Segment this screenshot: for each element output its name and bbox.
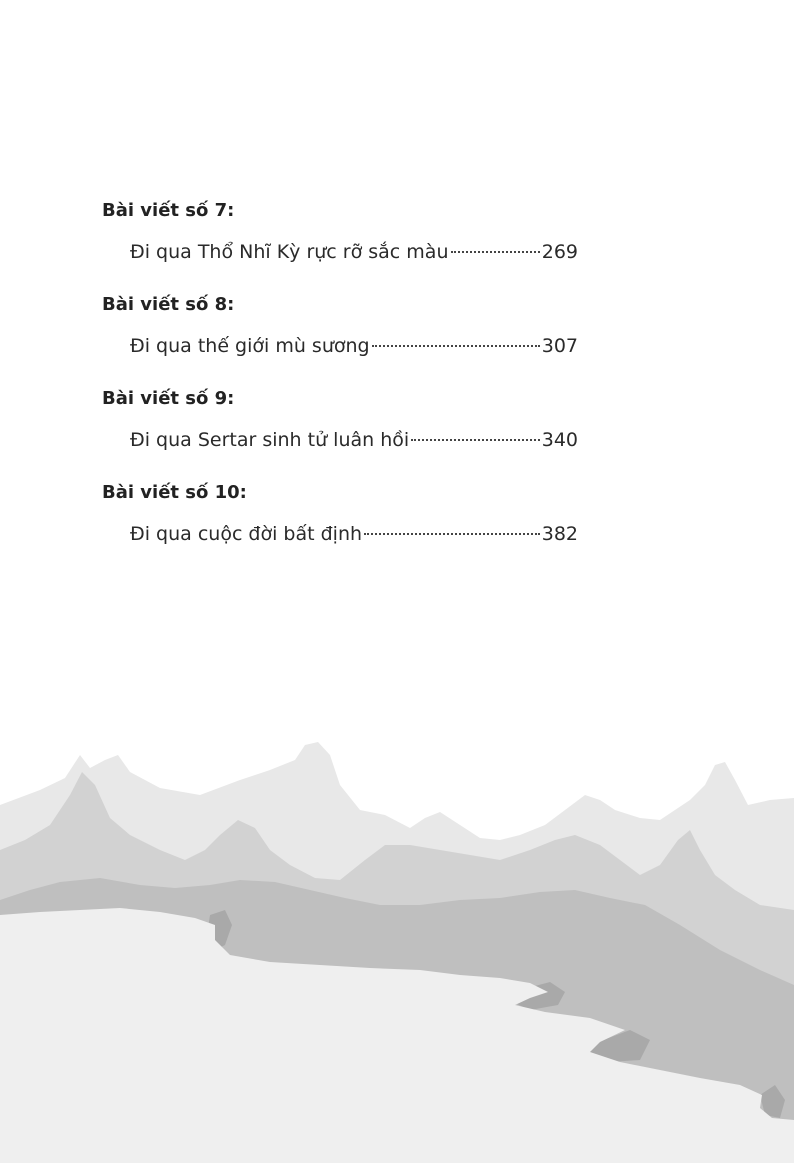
toc-section-10 (102, 479, 578, 549)
toc-entry[interactable] (130, 425, 578, 455)
page-number: 307 (541, 335, 578, 357)
entry-title: Đi qua cuộc đời bất định (130, 523, 363, 545)
section-heading: Bài viết số 10: (102, 482, 247, 503)
page-number: 269 (541, 241, 578, 263)
dot-leader (364, 532, 540, 535)
entry-title: Đi qua Thổ Nhĩ Kỳ rực rỡ sắc màu (130, 241, 449, 263)
toc-entry[interactable] (130, 519, 578, 549)
section-heading: Bài viết số 8: (102, 294, 235, 315)
toc-section-7 (102, 197, 578, 267)
dot-leader (451, 250, 540, 253)
table-of-contents (102, 197, 578, 573)
dot-leader (411, 438, 540, 441)
mountain-landscape-icon (0, 700, 794, 1163)
toc-section-9 (102, 385, 578, 455)
page-number: 340 (541, 429, 578, 451)
toc-entry[interactable] (130, 237, 578, 267)
toc-entry[interactable] (130, 331, 578, 361)
entry-title: Đi qua thế giới mù sương (130, 335, 370, 357)
section-heading: Bài viết số 7: (102, 200, 235, 221)
dot-leader (372, 344, 540, 347)
page-number: 382 (541, 523, 578, 545)
section-heading: Bài viết số 9: (102, 388, 235, 409)
entry-title: Đi qua Sertar sinh tử luân hồi (130, 429, 410, 451)
toc-section-8 (102, 291, 578, 361)
